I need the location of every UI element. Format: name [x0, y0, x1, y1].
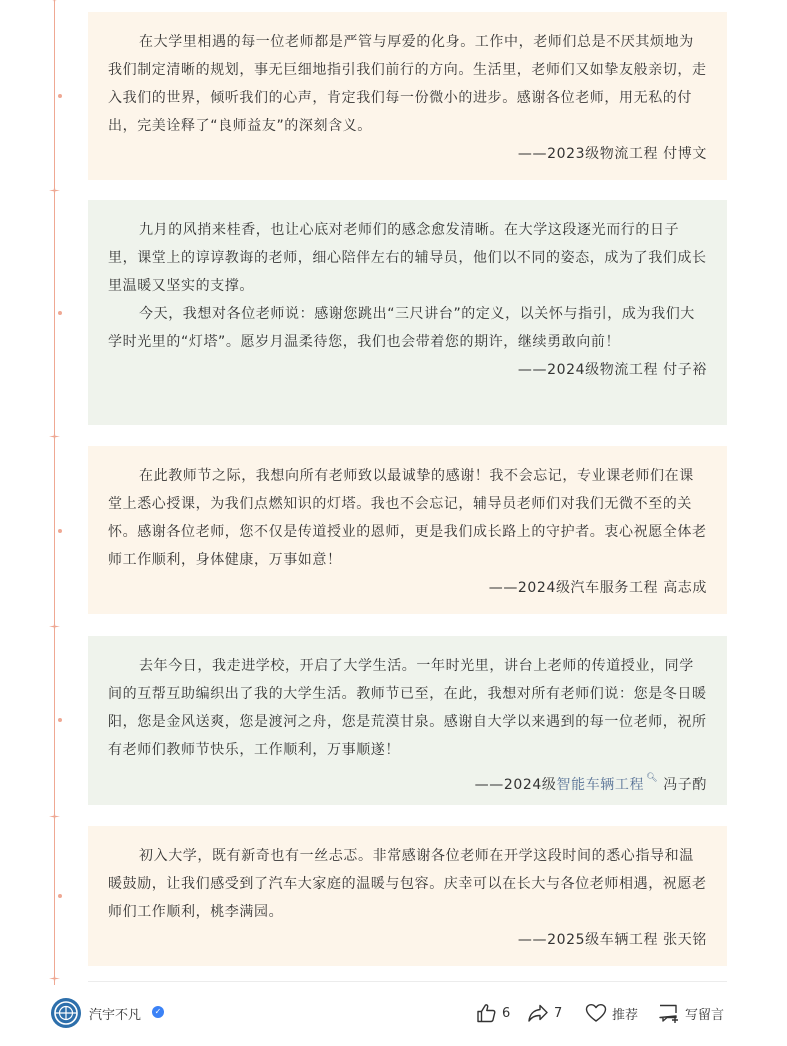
- sparkle-icon: [49, 185, 60, 196]
- message-paragraph: 在大学里相遇的每一位老师都是严管与厚爱的化身。工作中，老师们总是不厌其烦地为我们制定清晰的规划，事无巨细地指引我们前行的方向。生活里，老师们又如挚友般亲切，走入我们的世界，倾听我们的心声，肯定我们每一份微小的进步。感谢各位老师，用无私的付出，完美诠释了“良师益友”的深刻含义。: [108, 34, 707, 134]
- heart-icon: [585, 1003, 607, 1023]
- timeline-dot: [58, 718, 62, 722]
- share-button[interactable]: [527, 1002, 562, 1024]
- timeline-rail: [54, 0, 55, 985]
- timeline-dot: [58, 894, 62, 898]
- message-paragraph: 今天，我想对各位老师说：感谢您跳出“三尺讲台”的定义，以关怀与指引，成为我们大学时光里的“灯塔”。愿岁月温柔待您，我们也会带着您的期许，继续勇敢向前！: [108, 306, 695, 350]
- avatar[interactable]: [51, 998, 81, 1028]
- avatar-logo: [51, 998, 81, 1028]
- comment-icon: [658, 1003, 680, 1023]
- sparkle-icon: [49, 431, 60, 442]
- message-signature: ——2024级汽车服务工程 高志成: [488, 580, 707, 596]
- message-paragraph: 九月的风捎来桂香，也让心底对老师们的感念愈发清晰。在大学这段逐光而行的日子里，课堂上的谆谆教诲的老师，细心陪伴左右的辅导员，他们以不同的姿态，成为了我们成长里温暖又坚实的支撑。: [108, 222, 707, 294]
- message-signature: [108, 764, 707, 799]
- message-signature: ——2024级物流工程 付子裕: [517, 362, 707, 378]
- message-signature: ——2025级车辆工程 张天铭: [517, 932, 707, 948]
- footer-divider: [88, 981, 727, 982]
- verified-icon: ✓: [152, 1006, 164, 1018]
- message-card: [88, 200, 727, 425]
- account-name[interactable]: 汽宇不凡: [89, 1008, 142, 1023]
- share-icon: [527, 1003, 549, 1023]
- sparkle-icon: [49, 621, 60, 632]
- message-card: [88, 826, 727, 966]
- timeline-dot: [58, 311, 62, 315]
- thumbs-up-icon: [476, 1003, 497, 1023]
- timeline-dot: [58, 529, 62, 533]
- like-count: 6: [502, 1005, 511, 1021]
- sparkle-icon: [49, 0, 60, 5]
- message-signature: ——2023级物流工程 付博文: [517, 146, 707, 162]
- message-paragraph: 初入大学，既有新奇也有一丝忐忑。非常感谢各位老师在开学这段时间的悉心指导和温暖鼓励，让我们感受到了汽车大家庭的温暖与包容。庆幸可以在长大与各位老师相遇，祝愿老师们工作顺利，桃李满园。: [108, 848, 707, 920]
- share-count: 7: [554, 1005, 563, 1021]
- message-paragraph: 在此教师节之际，我想向所有老师致以最诚挚的感谢！我不会忘记，专业课老师们在课堂上悉心授课，为我们点燃知识的灯塔。我也不会忘记，辅导员老师们对我们无微不至的关怀。感谢各位老师，您不仅是传道授业的恩师，更是我们成长路上的守护者。衷心祝愿全体老师工作顺利，身体健康，万事如意！: [108, 468, 707, 568]
- article-footer: [0, 992, 787, 1038]
- keyword-search-link[interactable]: 智能车辆工程: [556, 777, 645, 793]
- like-button[interactable]: [476, 1002, 510, 1024]
- recommend-label: 推荐: [612, 1007, 639, 1023]
- message-card: [88, 636, 727, 805]
- message-card: [88, 12, 727, 180]
- signature-suffix: 冯子酌: [658, 777, 707, 793]
- signature-prefix: ——2024级: [474, 777, 557, 793]
- write-comment-button[interactable]: [658, 1002, 724, 1024]
- timeline-dot: [58, 94, 62, 98]
- message-card: [88, 446, 727, 614]
- search-icon[interactable]: 🔍︎: [646, 773, 659, 783]
- message-paragraph: 去年今日，我走进学校，开启了大学生活。一年时光里，讲台上老师的传道授业，同学间的互帮互助编织出了我的大学生活。教师节已至，在此，我想对所有老师们说：您是冬日暖阳，您是金风送爽，您是渡河之舟，您是荒漠甘泉。感谢自大学以来遇到的每一位老师，祝所有老师们教师节快乐，工作顺利，万事顺遂！: [108, 658, 707, 758]
- sparkle-icon: [49, 973, 60, 984]
- sparkle-icon: [49, 811, 60, 822]
- recommend-button[interactable]: [585, 1002, 638, 1024]
- comment-label: 写留言: [685, 1007, 725, 1023]
